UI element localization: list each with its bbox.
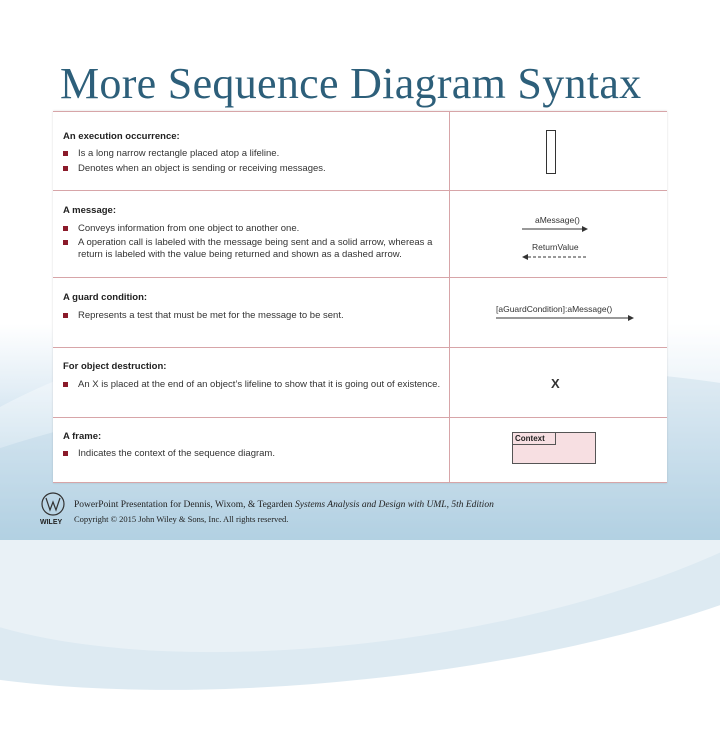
bullet-marker: [63, 166, 68, 171]
row-symbol: [450, 418, 667, 482]
footer-copyright: Copyright © 2015 John Wiley & Sons, Inc. All rights reserved.: [74, 514, 289, 524]
row-description: [53, 278, 450, 348]
slide-title: More Sequence Diagram Syntax: [60, 59, 642, 108]
guard-arrow-head: [628, 315, 634, 321]
message-arrows: [450, 191, 666, 278]
row-heading: A message:: [63, 205, 116, 216]
row-symbol: [450, 348, 667, 418]
table-row: [53, 277, 667, 348]
bullet-marker: [63, 451, 68, 456]
return-label: ReturnValue: [532, 242, 579, 252]
bullet-item: Indicates the context of the sequence diagram.: [63, 448, 443, 460]
bullet-item: An X is placed at the end of an object’s lifeline to show that it is going out of existence.: [63, 379, 443, 391]
wiley-logo: [38, 490, 68, 530]
bullet-marker: [63, 382, 68, 387]
syntax-table: [53, 111, 667, 483]
table-row: [53, 190, 667, 278]
footer-citation: PowerPoint Presentation for Dennis, Wixom, & Tegarden Systems Analysis and Design with UML, 5th Edition: [74, 500, 494, 510]
bullet-item: Represents a test that must be met for the message to be sent.: [63, 310, 443, 322]
row-description: [53, 348, 450, 418]
bullet-marker: [63, 240, 68, 245]
row-description: [53, 112, 450, 190]
frame-symbol: [512, 432, 596, 464]
row-heading: An execution occurrence:: [63, 131, 180, 142]
row-heading: A frame:: [63, 431, 102, 442]
row-symbol: [450, 112, 667, 190]
bullet-marker: [63, 226, 68, 231]
guard-condition-label: [aGuardCondition]:aMessage(): [496, 304, 613, 314]
bullet-marker: [63, 151, 68, 156]
row-description: [53, 191, 450, 278]
object-destruction-symbol: X: [551, 376, 560, 391]
bullet-item: Is a long narrow rectangle placed atop a lifeline.: [63, 148, 443, 160]
table-row: [53, 347, 667, 418]
row-heading: A guard condition:: [63, 292, 148, 303]
message-label: aMessage(): [535, 215, 580, 225]
bullet-item: Conveys information from one object to another one.: [63, 223, 443, 235]
table-row: [53, 417, 667, 482]
row-symbol: [450, 191, 667, 278]
row-symbol: [450, 278, 667, 348]
guard-arrow: [450, 278, 666, 348]
dashed-arrow-head: [522, 254, 528, 260]
execution-occurrence-symbol: [546, 130, 556, 174]
bullet-item: A operation call is labeled with the message being sent and a solid arrow, whereas a return is labeled with the value being returned and shown as a dashed arrow.: [63, 237, 443, 261]
bullet-marker: [63, 313, 68, 318]
bullet-item: Denotes when an object is sending or receiving messages.: [63, 163, 443, 175]
row-heading: For object destruction:: [63, 361, 167, 372]
solid-arrow-head: [582, 226, 588, 232]
logo-wordmark: WILEY: [40, 519, 63, 526]
table-row: [53, 112, 667, 190]
frame-label: Context: [513, 433, 556, 445]
row-description: [53, 418, 450, 482]
